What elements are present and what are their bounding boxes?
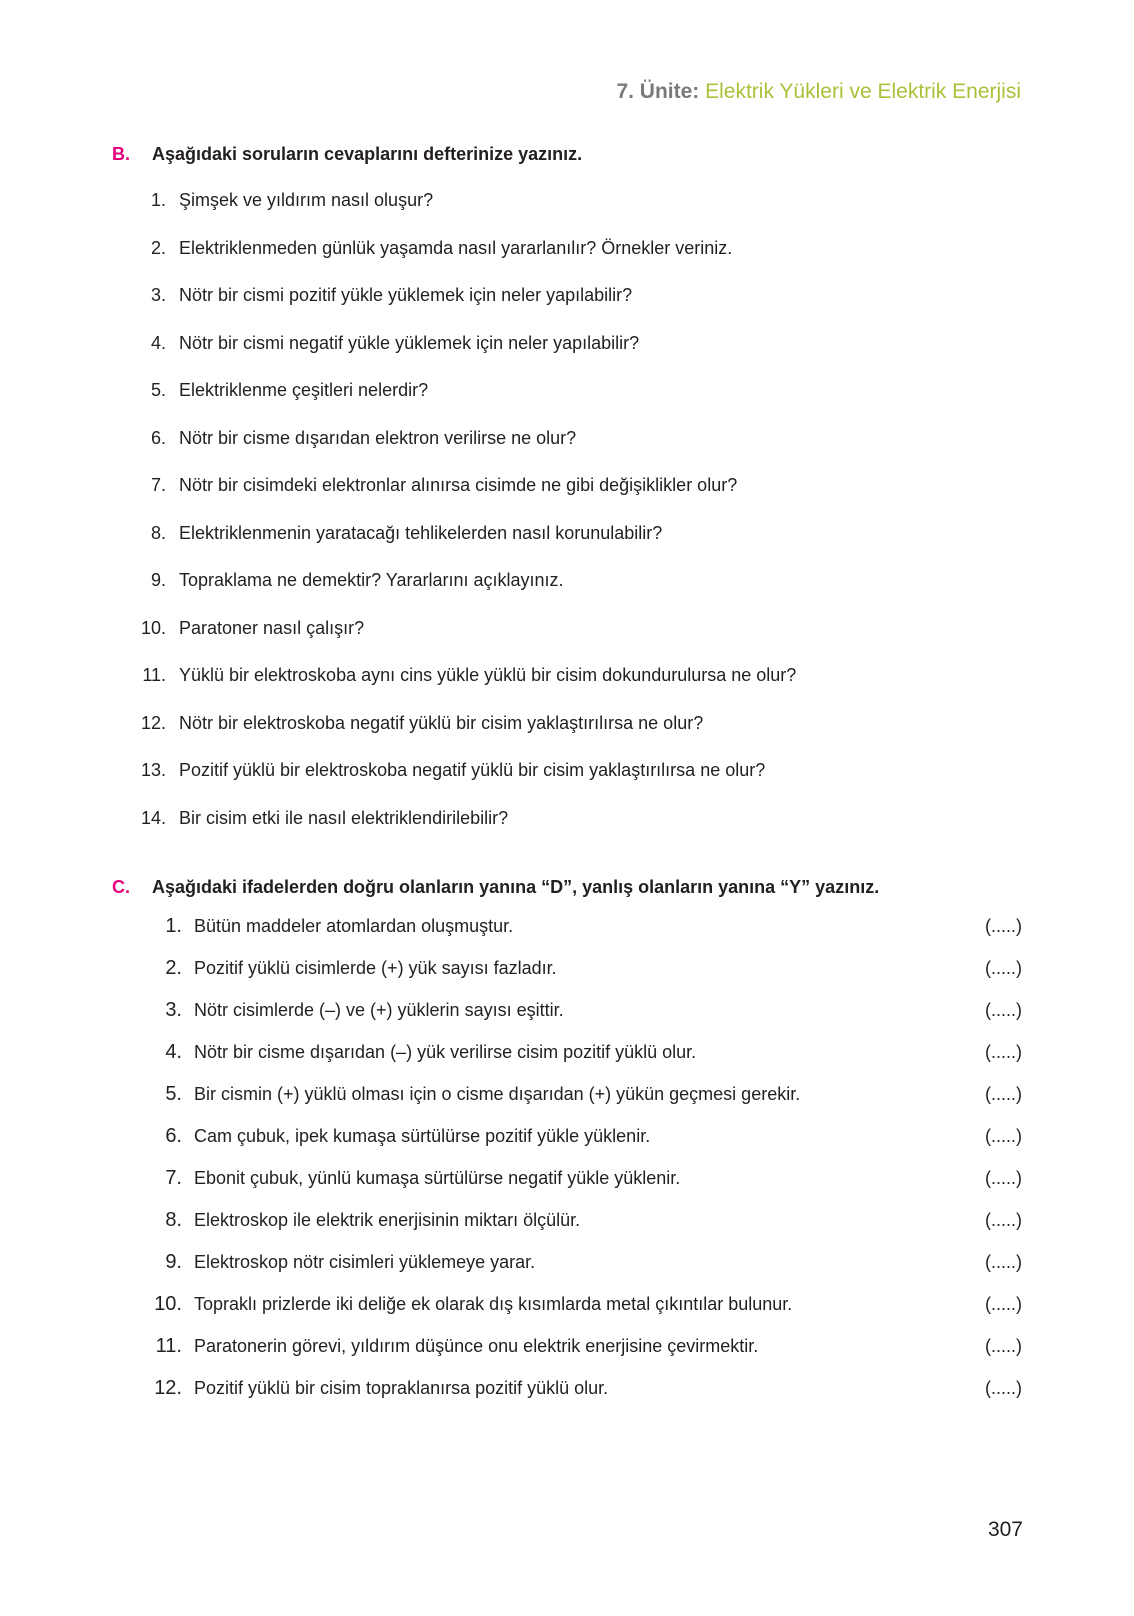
question-item (112, 380, 1022, 428)
answer-blank: (.....) (985, 1252, 1022, 1272)
statement-text: Topraklı prizlerde iki deliğe ek olarak dış kısımlarda metal çıkıntılar bulunur. (194, 1294, 793, 1314)
question-text: Pozitif yüklü bir elektroskoba negatif yüklü bir cisim yaklaştırılırsa ne olur? (179, 760, 766, 780)
question-text: Nötr bir cismi pozitif yükle yüklemek için neler yapılabilir? (179, 285, 633, 305)
question-item (112, 333, 1022, 381)
statement-item (112, 1083, 1022, 1125)
answer-blank: (.....) (985, 1126, 1022, 1146)
statement-item (112, 915, 1022, 957)
true-false-list (112, 915, 1022, 1419)
question-number: 10. (140, 617, 166, 638)
statement-number: 5. (165, 1083, 182, 1105)
answer-blank: (.....) (985, 1210, 1022, 1230)
statement-number: 9. (165, 1251, 182, 1273)
answer-blank: (.....) (985, 1168, 1022, 1188)
section-c-letter: C. (112, 877, 130, 897)
statement-number: 6. (165, 1125, 182, 1147)
statement-text: Bütün maddeler atomlardan oluşmuştur. (194, 916, 514, 936)
section-b-instruction: Aşağıdaki soruların cevaplarını defterinize yazınız. (152, 144, 583, 164)
unit-title: Elektrik Yükleri ve Elektrik Enerjisi (705, 80, 1021, 103)
question-text: Yüklü bir elektroskoba aynı cins yükle yüklü bir cisim dokundurulursa ne olur? (179, 665, 797, 685)
question-text: Nötr bir cisme dışarıdan elektron verilirse ne olur? (179, 427, 577, 448)
answer-blank: (.....) (985, 1336, 1022, 1356)
statement-text: Cam çubuk, ipek kumaşa sürtülürse pozitif yükle yüklenir. (194, 1126, 651, 1146)
statement-text: Nötr bir cisme dışarıdan (–) yük verilirse cisim pozitif yüklü olur. (194, 1042, 697, 1062)
question-text: Paratoner nasıl çalışır? (179, 617, 365, 638)
statement-text: Paratonerin görevi, yıldırım düşünce onu elektrik enerjisine çevirmektir. (194, 1336, 759, 1356)
statement-number: 11. (155, 1335, 182, 1357)
section-c-instruction: Aşağıdaki ifadelerden doğru olanların yanına “D”, yanlış olanların yanına “Y” yazınız. (152, 877, 880, 897)
question-item (112, 523, 1022, 571)
question-text: Elektriklenmenin yaratacağı tehlikelerden nasıl korunulabilir? (179, 522, 663, 543)
statement-text: Pozitif yüklü cisimlerde (+) yük sayısı fazladır. (194, 958, 557, 978)
question-text: Elektriklenme çeşitleri nelerdir? (179, 380, 429, 400)
statement-item (112, 1377, 1022, 1419)
question-item (112, 760, 1022, 808)
answer-blank: (.....) (985, 1000, 1022, 1020)
statement-item (112, 1251, 1022, 1293)
page-number: 307 (987, 1518, 1023, 1541)
question-number: 13. (140, 760, 166, 780)
statement-item (112, 999, 1022, 1041)
statement-text: Ebonit çubuk, yünlü kumaşa sürtülürse negatif yükle yüklenir. (194, 1168, 681, 1188)
question-text: Şimşek ve yıldırım nasıl oluşur? (179, 190, 434, 210)
question-text: Nötr bir elektroskoba negatif yüklü bir cisim yaklaştırılırsa ne olur? (179, 712, 704, 733)
statement-number: 4. (165, 1041, 182, 1063)
section-c-heading (112, 877, 1022, 898)
question-item (112, 618, 1022, 666)
statement-item (112, 1167, 1022, 1209)
statement-item (112, 1209, 1022, 1251)
statement-text: Bir cismin (+) yüklü olması için o cisme dışarıdan (+) yükün geçmesi gerekir. (194, 1084, 801, 1104)
statement-item (112, 1125, 1022, 1167)
question-item (112, 190, 1022, 238)
question-text: Bir cisim etki ile nasıl elektriklendirilebilir? (179, 807, 509, 828)
answer-blank: (.....) (985, 1294, 1022, 1314)
statement-text: Elektroskop ile elektrik enerjisinin miktarı ölçülür. (194, 1210, 581, 1230)
question-number: 6. (150, 427, 166, 448)
statement-number: 10. (154, 1293, 182, 1315)
question-item (112, 428, 1022, 476)
question-number: 8. (150, 522, 166, 543)
question-number: 2. (150, 237, 166, 258)
statement-number: 1. (165, 915, 182, 937)
statement-number: 3. (165, 999, 182, 1021)
question-text: Nötr bir cisimdeki elektronlar alınırsa cisimde ne gibi değişiklikler olur? (179, 475, 738, 495)
page-header (616, 80, 1021, 104)
statement-item (112, 1293, 1022, 1335)
unit-label: 7. Ünite: (616, 80, 700, 103)
answer-blank: (.....) (985, 958, 1022, 978)
question-item (112, 808, 1022, 856)
question-text: Topraklama ne demektir? Yararlarını açıklayınız. (179, 570, 564, 590)
question-number: 9. (150, 570, 166, 590)
section-b-letter: B. (112, 144, 130, 164)
answer-blank: (.....) (985, 916, 1022, 936)
statement-number: 7. (165, 1167, 182, 1189)
statement-item (112, 1041, 1022, 1083)
answer-blank: (.....) (985, 1084, 1022, 1104)
statement-text: Elektroskop nötr cisimleri yüklemeye yarar. (194, 1252, 536, 1272)
statement-number: 2. (165, 957, 182, 979)
question-item (112, 570, 1022, 618)
statement-text: Nötr cisimlerde (–) ve (+) yüklerin sayısı eşittir. (194, 1000, 564, 1020)
answer-blank: (.....) (985, 1042, 1022, 1062)
question-number: 1. (150, 190, 166, 210)
question-number: 12. (140, 712, 166, 733)
answer-blank: (.....) (985, 1378, 1022, 1398)
statement-text: Pozitif yüklü bir cisim topraklanırsa pozitif yüklü olur. (194, 1378, 609, 1398)
open-question-list (112, 190, 1022, 855)
question-item (112, 238, 1022, 286)
section-b (112, 144, 1022, 828)
question-number: 4. (150, 332, 166, 353)
question-item (112, 285, 1022, 333)
question-item (112, 665, 1022, 713)
section-c (112, 877, 1022, 1399)
question-item (112, 475, 1022, 523)
statement-item (112, 957, 1022, 999)
question-number: 3. (150, 285, 166, 305)
question-number: 5. (150, 380, 166, 400)
question-number: 14. (140, 807, 166, 828)
section-b-heading (112, 144, 1022, 165)
question-text: Elektriklenmeden günlük yaşamda nasıl yararlanılır? Örnekler veriniz. (179, 237, 733, 258)
statement-number: 12. (154, 1377, 182, 1399)
question-number: 7. (150, 475, 166, 495)
question-number: 11. (142, 665, 166, 685)
question-text: Nötr bir cismi negatif yükle yüklemek için neler yapılabilir? (179, 332, 640, 353)
statement-item (112, 1335, 1022, 1377)
question-item (112, 713, 1022, 761)
statement-number: 8. (165, 1209, 182, 1231)
